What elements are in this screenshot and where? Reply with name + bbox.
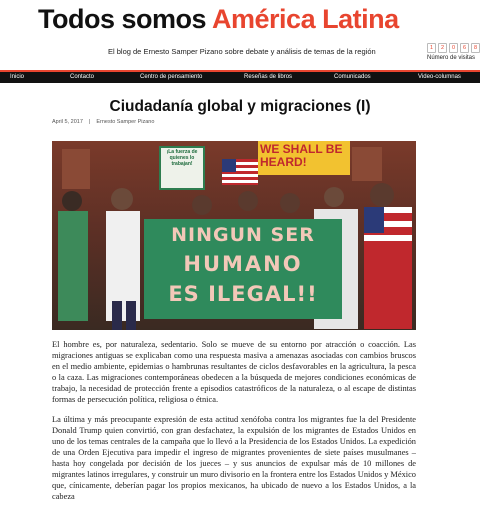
banner-line-2: HUMANO <box>183 252 303 276</box>
banner-line-3: ES ILEGAL!! <box>168 282 318 306</box>
post-date[interactable]: April 5, 2017 <box>52 119 83 125</box>
post-featured-image <box>52 141 416 330</box>
building-window <box>62 149 90 189</box>
nav-item-centro-de-pensamiento[interactable]: Centro de pensamiento <box>140 74 203 80</box>
counter-digit: 8 <box>471 43 480 53</box>
meta-separator: | <box>88 119 91 125</box>
protest-sign-right <box>258 141 350 175</box>
building-window <box>352 147 382 181</box>
post-body <box>52 339 416 510</box>
counter-digit: 1 <box>427 43 436 53</box>
post-paragraph: La última y más preocupante expresión de esta actitud xenófoba contra los migrantes fue la del Presidente Donald Trump quien convirtió, con gran desfachatez, la expulsión de los migrantes de Estados Unidos en uno de los temas centrales de la campaña que lo llevó a la Presidencia de los Estados Unidos. La expedición de una Orden Ejecutiva para impedir el ingreso de migrantes provenientes de siete países musulmanes –hasta hoy congelada por decisión de los jueces – y sus anuncios de expulsar más de 10 millones de migrantes latinos irregulares, y construir un muro divisorio en la frontera entre los Estados Unidos y México que, cínicamente, deberían pagar los propios mexicanos, ha ubicado de nuevo a los Estados Unidos, a la cabeza <box>52 414 416 502</box>
us-flag-icon <box>222 159 258 185</box>
site-tagline: El blog de Ernesto Samper Pizano sobre debate y análisis de temas de la región <box>108 47 376 56</box>
site-header <box>0 0 480 68</box>
post-author[interactable]: Ernesto Samper Pizano <box>96 119 155 125</box>
site-title-part2: América Latina <box>212 4 399 34</box>
post-meta <box>52 119 154 125</box>
counter-digit: 2 <box>438 43 447 53</box>
nav-item-video-columnas[interactable]: Video-columnas <box>418 74 461 80</box>
protest-banner <box>144 219 342 319</box>
sign-right-text: WE SHALL BE HEARD! <box>260 143 343 169</box>
counter-label: Número de visitas <box>427 55 476 61</box>
post-title[interactable]: Ciudadanía global y migraciones (I) <box>109 98 371 115</box>
site-title[interactable] <box>38 4 399 35</box>
main-nav <box>0 70 480 83</box>
protest-photo <box>52 141 416 330</box>
sign-left-text: ¡La fuerza de quienes lo trabajan! <box>166 149 198 167</box>
nav-item-inicio[interactable]: Inicio <box>10 74 25 80</box>
visit-counter <box>427 43 480 61</box>
site-title-part1: Todos somos <box>38 4 207 34</box>
nav-item-contacto[interactable]: Contacto <box>70 74 95 80</box>
nav-item-comunicados[interactable]: Comunicados <box>334 74 371 80</box>
banner-line-1: NINGUN SER <box>171 224 315 246</box>
protest-sign-left <box>160 147 204 189</box>
counter-digits <box>427 43 480 53</box>
counter-digit: 0 <box>449 43 458 53</box>
counter-digit: 6 <box>460 43 469 53</box>
nav-item-resenas-de-libros[interactable]: Reseñas de libros <box>244 74 293 80</box>
post-paragraph: El hombre es, por naturaleza, sedentario. Solo se mueve de su entorno por atracción o coacción. Las migraciones antiguas se explicaban como una respuesta masiva a amenazas asociadas con cambios bruscos en el medio ambiente, epidemias o hambrunas resultantes de ciclos desfavorables en la agricultura, la pesca o la caza. Las migraciones contemporáneas obedecen a la búsqueda de mejores condiciones económicas de trabajo, la necesidad de protección frente a episodios catastróficos de la naturaleza, o al escape de distintas formas de persecución política, religiosa o étnica. <box>52 340 416 405</box>
